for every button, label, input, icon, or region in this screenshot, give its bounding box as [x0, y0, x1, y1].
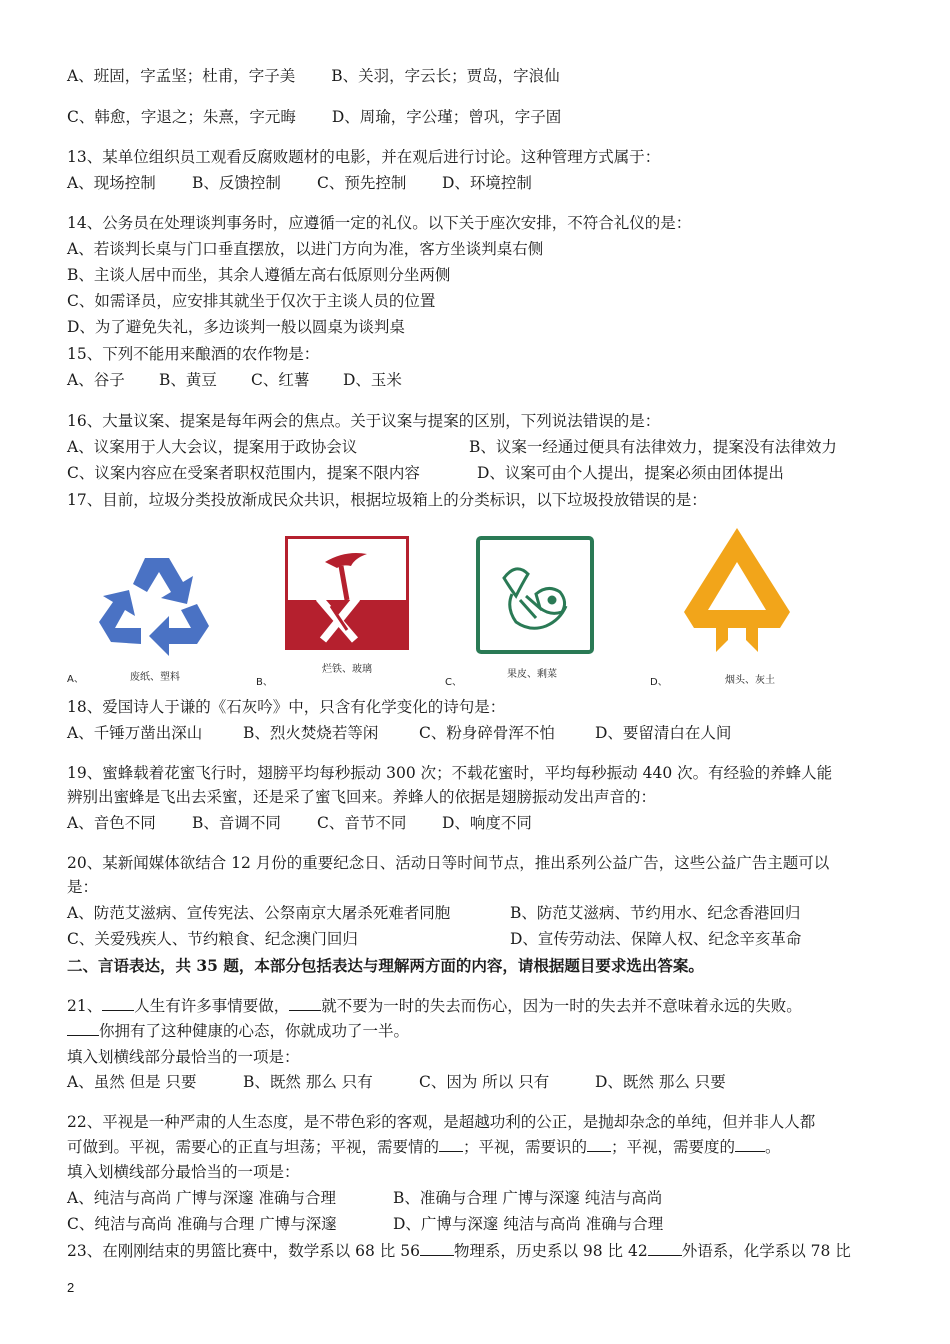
q16-options-line2 [67, 462, 784, 484]
q21-stem-part-b: 就不要为一时的失去而伤心，因为一时的失去并不意味着永远的失败。 [321, 997, 802, 1015]
q16-stem: 16、大量议案、提案是每年两会的焦点。关于议案与提案的区别，下列说法错误的是： [67, 412, 661, 430]
section-2-heading: 二、言语表达，共 35 题，本部分包括表达与理解两方面的内容，请根据题目要求选出答案。 [67, 956, 704, 975]
q17-fig-a-letter: A、 [67, 674, 84, 685]
q23-blank-1 [420, 1241, 454, 1256]
q22-stem-line2 [67, 1136, 781, 1158]
q17-fig-d-letter: D、 [650, 677, 668, 688]
q19-options [67, 812, 532, 834]
q13-stem: 13、某单位组织员工观看反腐败题材的电影，并在观后进行讨论。这种管理方式属于： [67, 148, 661, 166]
hazardous-icon [285, 536, 409, 650]
q21-option-c: C、因为 所以 只有 [419, 1073, 550, 1091]
q23-stem-part-a: 23、在刚刚结束的男篮比赛中，数学系以 68 比 56 [67, 1242, 420, 1260]
q22-option-d: D、广博与深邃 纯洁与高尚 准确与合理 [393, 1215, 664, 1233]
q21-stem-line2 [67, 1020, 409, 1042]
q22-prompt: 填入划横线部分最恰当的一项是： [67, 1163, 300, 1181]
q14-stem: 14、公务员在处理谈判事务时，应遵循一定的礼仪。以下关于座次安排，不符合礼仪的是： [67, 214, 692, 232]
kitchen-waste-icon [476, 536, 594, 654]
q12-option-c: C、韩愈，字退之；朱熹，字元晦 [67, 108, 296, 126]
q15-option-c: C、红薯 [251, 371, 310, 389]
q21-stem-line1 [67, 995, 802, 1017]
q20-option-a: A、防范艾滋病、宣传宪法、公祭南京大屠杀死难者同胞 [67, 904, 451, 922]
q21-stem-part-a: 人生有许多事情要做， [134, 997, 290, 1015]
q22-stem-line1: 22、平视是一种严肃的人生态度，是不带色彩的客观，是超越功利的公正，是抛却杂念的单纯，但并非人人都 [67, 1113, 816, 1131]
q13-options [67, 172, 532, 194]
q15-option-a: A、谷子 [67, 371, 125, 389]
q16-option-c: C、议案内容应在受案者职权范围内，提案不限内容 [67, 464, 420, 482]
q20-stem-line2: 是： [67, 878, 99, 896]
q14-option-c: C、如需译员，应安排其就坐于仅次于主谈人员的位置 [67, 292, 436, 310]
q22-option-a: A、纯洁与高尚 广博与深邃 准确与合理 [67, 1189, 337, 1207]
q15-stem: 15、下列不能用来酿酒的农作物是： [67, 345, 320, 363]
q20-option-c: C、关爱残疾人、节约粮食、纪念澳门回归 [67, 930, 358, 948]
q19-option-c: C、音节不同 [317, 814, 407, 832]
q14-option-d: D、为了避免失礼，多边谈判一般以圆桌为谈判桌 [67, 318, 405, 336]
q18-option-a: A、千锤万凿出深山 [67, 724, 203, 742]
q17-fig-b-letter: B、 [256, 677, 273, 688]
q20-options-line1 [67, 902, 800, 924]
q21-options [67, 1071, 726, 1093]
q13-option-d: D、环境控制 [442, 174, 532, 192]
q21-stem-part-c: 你拥有了这种健康的心态，你就成功了一半。 [99, 1022, 410, 1040]
q21-prompt: 填入划横线部分最恰当的一项是： [67, 1048, 300, 1066]
q15-option-d: D、玉米 [343, 371, 402, 389]
q21-option-b: B、既然 那么 只有 [243, 1073, 373, 1091]
q17-stem: 17、目前，垃圾分类投放渐成民众共识，根据垃圾箱上的分类标识，以下垃圾投放错误的是： [67, 491, 707, 509]
q12-options-line2 [67, 106, 561, 128]
q12-options-line1 [67, 65, 560, 87]
q18-options [67, 722, 731, 744]
q17-fig-d-caption: 烟头、灰土 [725, 675, 775, 686]
q19-stem-line1: 19、蜜蜂载着花蜜飞行时，翅膀平均每秒振动 300 次；不载花蜜时，平均每秒振动 440 次。有经验的养蜂人能 [67, 764, 833, 782]
q13-option-c: C、预先控制 [317, 174, 407, 192]
q21-number: 21、 [67, 997, 103, 1015]
q23-blank-2 [648, 1241, 682, 1256]
q12-option-a: A、班固，字孟坚；杜甫，字子美 [67, 67, 296, 85]
q20-options-line2 [67, 928, 801, 950]
q20-option-d: D、宣传劳动法、保障人权、纪念辛亥革命 [510, 930, 802, 948]
q14-option-a: A、若谈判长桌与门口垂直摆放，以进门方向为准，客方坐谈判桌右侧 [67, 240, 544, 258]
q22-stem-part-b: ；平视，需要识的 [463, 1138, 588, 1156]
q16-option-d: D、议案可由个人提出，提案必须由团体提出 [477, 464, 784, 482]
q19-option-a: A、音色不同 [67, 814, 156, 832]
q18-stem: 18、爱国诗人于谦的《石灰吟》中，只含有化学变化的诗句是： [67, 698, 506, 716]
q12-option-b: B、关羽，字云长；贾岛，字浪仙 [331, 67, 560, 85]
q21-option-d: D、既然 那么 只要 [595, 1073, 726, 1091]
q22-option-b: B、准确与合理 广博与深邃 纯洁与高尚 [393, 1189, 663, 1207]
q13-option-a: A、现场控制 [67, 174, 156, 192]
q13-option-b: B、反馈控制 [192, 174, 281, 192]
q17-fig-c-letter: C、 [445, 677, 462, 688]
q18-option-b: B、烈火焚烧若等闲 [243, 724, 379, 742]
q19-option-d: D、响度不同 [442, 814, 532, 832]
page-number: 2 [67, 1280, 75, 1295]
q21-blank-2 [289, 996, 321, 1011]
q18-option-d: D、要留清白在人间 [595, 724, 732, 742]
other-waste-icon [680, 524, 794, 656]
q22-stem-part-c: ；平视，需要度的 [611, 1138, 736, 1156]
q14-option-b: B、主谈人居中而坐，其余人遵循左高右低原则分坐两侧 [67, 266, 451, 284]
q23-stem [67, 1240, 851, 1262]
q18-option-c: C、粉身碎骨浑不怕 [419, 724, 555, 742]
q22-stem-part-a: 可做到。平视，需要心的正直与坦荡；平视，需要情的 [67, 1138, 440, 1156]
q16-options-line1 [67, 436, 837, 458]
q21-blank-3 [67, 1021, 99, 1036]
q20-stem-line1: 20、某新闻媒体欲结合 12 月份的重要纪念日、活动日等时间节点，推出系列公益广告，这些公益广告主题可以 [67, 854, 830, 872]
q17-fig-c-caption: 果皮、剩菜 [507, 669, 557, 680]
q15-option-b: B、黄豆 [159, 371, 217, 389]
q16-option-b: B、议案一经通过便具有法律效力，提案没有法律效力 [469, 438, 837, 456]
q22-options-line2 [67, 1213, 663, 1235]
q23-stem-part-c: 外语系，化学系以 78 比 [681, 1242, 851, 1260]
q22-blank-3 [735, 1137, 765, 1152]
q22-blank-1 [439, 1137, 463, 1152]
q23-stem-part-b: 物理系，历史系以 98 比 42 [453, 1242, 648, 1260]
q22-option-c: C、纯洁与高尚 准确与合理 广博与深邃 [67, 1215, 337, 1233]
recycle-icon [97, 548, 217, 658]
q22-options-line1 [67, 1187, 662, 1209]
q22-blank-2 [587, 1137, 611, 1152]
q20-option-b: B、防范艾滋病、节约用水、纪念香港回归 [510, 904, 801, 922]
q17-fig-b-caption: 烂铁、玻璃 [322, 664, 372, 675]
q21-option-a: A、虽然 但是 只要 [67, 1073, 197, 1091]
q21-blank-1 [102, 996, 134, 1011]
q19-option-b: B、音调不同 [192, 814, 281, 832]
q16-option-a: A、议案用于人大会议，提案用于政协会议 [67, 438, 358, 456]
q17-fig-a-caption: 废纸、塑料 [130, 672, 180, 683]
q15-options [67, 369, 402, 391]
q22-stem-part-d: 。 [765, 1138, 781, 1156]
q12-option-d: D、周瑜，字公瑾；曾巩，字子固 [331, 108, 562, 126]
q19-stem-line2: 辨别出蜜蜂是飞出去采蜜，还是采了蜜飞回来。养蜂人的依据是翅膀振动发出声音的： [67, 788, 657, 806]
